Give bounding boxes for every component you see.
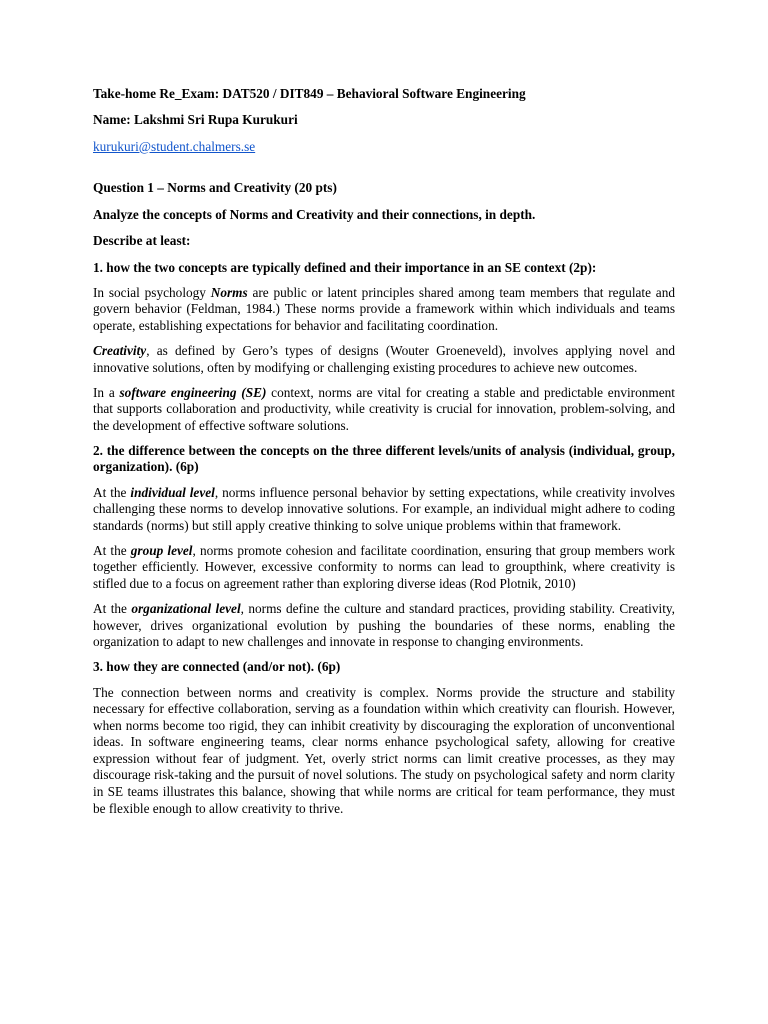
text-run: , norms define the culture and standard practices, providing stability. Creativity, however, drives organizational evolution by pushing the boundaries of these norms, enabling the organization to adapt to new challenges and innovate in response to changing environments. xyxy=(93,601,675,650)
text-run: At the xyxy=(93,542,131,558)
section-2-paragraph-organizational xyxy=(93,601,675,651)
question-heading: Question 1 – Norms and Creativity (20 pts) xyxy=(93,180,337,196)
describe-label: Describe at least: xyxy=(93,233,191,249)
section-2-paragraph-individual xyxy=(93,485,675,535)
emphasis-term: Creativity xyxy=(93,342,147,358)
section-2-paragraph-group xyxy=(93,543,675,593)
section-1-paragraph-se xyxy=(93,385,675,435)
text-run: context, norms are vital for creating a stable and predictable environment that supports collaboration and productivity, while creativity is crucial for innovation, problem-solving, and the development of effective software solutions. xyxy=(93,384,675,433)
emphasis-term: software engineering (SE) xyxy=(119,384,267,400)
text-run: In social psychology xyxy=(93,284,211,300)
spacer xyxy=(93,155,675,180)
student-name: Name: Lakshmi Sri Rupa Kurukuri xyxy=(93,112,298,128)
section-3-heading: 3. how they are connected (and/or not). (6p) xyxy=(93,659,341,675)
exam-title: Take-home Re_Exam: DAT520 / DIT849 – Behavioral Software Engineering xyxy=(93,86,526,101)
text-run: , as defined by Gero’s types of designs (Wouter Groeneveld), involves applying novel and innovative solutions, often by modifying or challenging existing procedures to achieve new outcomes. xyxy=(93,342,675,375)
emphasis-term: group level xyxy=(130,542,193,558)
text-run: are public or latent principles shared among team members that regulate and govern behavior (Feldman, 1984.) These norms provide a framework within which individuals and teams operate, establishing expectations for behavior and facilitating coordination. xyxy=(93,284,675,333)
emphasis-term: individual level xyxy=(130,484,215,500)
section-1-heading: 1. how the two concepts are typically defined and their importance in an SE context (2p): xyxy=(93,259,597,275)
emphasis-term: Norms xyxy=(210,284,248,300)
emphasis-term: organizational level xyxy=(131,601,241,617)
text-run: In a xyxy=(93,384,120,400)
text-run: , norms influence personal behavior by setting expectations, while creativity involves challenging these norms to develop innovative solutions. For example, an individual might adhere to coding standards (norms) but still apply creative thinking to solve unique problems within that framework. xyxy=(93,484,675,533)
section-2-heading: 2. the difference between the concepts on the three different levels/units of analysis (individual, group, organization). (6p) xyxy=(93,442,675,475)
section-1-paragraph-creativity xyxy=(93,343,675,376)
text-run: At the xyxy=(93,601,132,617)
text-run: At the xyxy=(93,484,131,500)
text-run: , norms promote cohesion and facilitate coordination, ensuring that group members work together efficiently. However, excessive conformity to norms can lead to groupthink, where creativity is stifled due to a focus on agreement rather than exploring diverse ideas (Rod Plotnik, 2010) xyxy=(93,542,675,592)
section-1-paragraph-norms xyxy=(93,285,675,335)
question-instruction: Analyze the concepts of Norms and Creativity and their connections, in depth. xyxy=(93,206,536,222)
email-link[interactable]: kurukuri@student.chalmers.se xyxy=(93,138,256,154)
section-3-paragraph: The connection between norms and creativity is complex. Norms provide the structure and stability necessary for effective collaboration, serving as a foundation within which creativity can flourish. However, when norms become too rigid, they can inhibit creativity by discouraging the exploration of unconventional ideas. In software engineering teams, clear norms enhance psychological safety, allowing for creative expression without fear of judgment. Yet, overly strict norms can limit creative processes, as they may discourage risk-taking and the pursuit of novel solutions. The study on psychological safety and norm clarity in SE teams illustrates this balance, showing that while norms are critical for team performance, they must be flexible enough to allow creativity to thrive. xyxy=(93,684,675,816)
document-page xyxy=(93,86,675,826)
